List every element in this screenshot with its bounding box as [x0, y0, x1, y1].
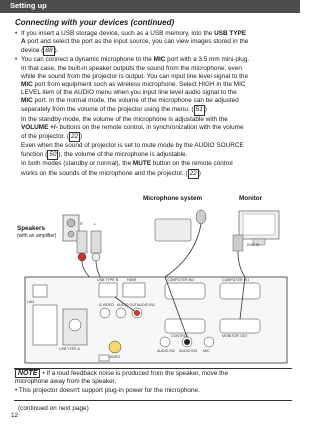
- monitor-label: Monitor: [239, 195, 263, 202]
- microphone-icon: [155, 210, 206, 277]
- bold-term: USB TYPE: [214, 30, 247, 37]
- rca-plug-icon: [77, 231, 101, 261]
- page-reference[interactable]: 88: [43, 46, 54, 56]
- page-reference[interactable]: 22: [69, 132, 80, 142]
- section-header-bar: [0, 0, 300, 13]
- page-number: 12: [11, 412, 19, 419]
- bold-term: MIC: [153, 56, 166, 64]
- monitor-out-label: MONITOR OUT: [222, 334, 248, 338]
- bold-term: MIC: [21, 97, 33, 105]
- r-label: R: [80, 222, 83, 226]
- bold-term: MIC: [21, 80, 33, 88]
- microphone-system-label: Microphone system: [143, 195, 203, 202]
- bullet-marker: •: [15, 56, 18, 64]
- body-line: while the sound from the projector is output. You can input line level signal to the: [21, 72, 249, 80]
- body-line: VOLUME +/- buttons on the remote control, in synchronization with the volume: [21, 123, 244, 131]
- section-header-label: Setting up: [10, 1, 47, 10]
- hdmi-label: HDMI: [127, 278, 137, 282]
- speakers-label: Speakers: [17, 225, 46, 232]
- body-line: Even when the sound of projector is set to mute mode by the AUDIO SOURCE: [21, 142, 244, 150]
- note-line-3: • This projector doesn't support plug-in power for the microphone.: [15, 386, 200, 394]
- audio-in3-label: AUDIO IN3: [179, 349, 197, 353]
- video-label: VIDEO: [109, 355, 121, 359]
- control-label: CONTROL: [171, 334, 189, 338]
- body-line: In the standby mode, the volume of the microphone is adjustable with the: [21, 115, 228, 123]
- bold-term: VOLUME +/-: [21, 123, 58, 131]
- body-line: separately from the volume of the projector using the menu. ( 51 ): [15, 105, 291, 115]
- bold-term: MUTE: [132, 160, 152, 168]
- audio-out-label: AUDIO OUT: [117, 303, 137, 307]
- note-line-1: • If a loud feedback noise is produced from the speaker, move the: [42, 370, 228, 377]
- audio-in1-label: AUDIO IN1: [137, 303, 155, 307]
- body-line: A port and select the port as the input source, you can view images stored in the: [21, 38, 249, 46]
- page-reference[interactable]: 51: [194, 105, 205, 115]
- body-text: [15, 30, 291, 179]
- bullet-marker: •: [15, 30, 18, 37]
- lan-port-label: LAN: [27, 300, 34, 304]
- body-line: MIC port from equipment such as wireless microphone. Select HIGH in the MIC: [21, 80, 246, 88]
- note-badge: NOTE: [15, 369, 40, 378]
- body-line: function ( 50 ), the volume of the microphone is adjustable.: [15, 150, 291, 160]
- speaker-icon: [63, 215, 79, 241]
- computer-in2-label: COMPUTER IN2: [167, 278, 195, 282]
- mic-port-label: MIC: [203, 349, 210, 353]
- rgb-in-label: RGB IN: [247, 243, 260, 247]
- body-line: of the projector. ( 22 ): [15, 132, 291, 142]
- usb-type-a-label: USB TYPE A: [59, 347, 80, 351]
- note-line-2: microphone away from the speaker.: [15, 378, 117, 386]
- body-line: works on the sounds of the microphone and the projector. ( 22 ): [15, 169, 291, 179]
- computer-in1-label: COMPUTER IN1: [222, 278, 250, 282]
- page-reference[interactable]: 22: [188, 169, 199, 179]
- body-line: In that case, the built-in speaker outputs the sound from the microphone, even: [21, 64, 242, 72]
- usb-type-b-label: USB TYPE B: [97, 278, 119, 282]
- bold-term: A: [21, 38, 26, 46]
- body-line: LEVEL item of the AUDIO menu when you input line level audio signal to the: [21, 89, 237, 97]
- page-title: Connecting with your devices (continued): [15, 18, 175, 27]
- connection-diagram-svg: [15, 197, 291, 365]
- body-line: MIC port. In the normal mode, the volume of the microphone can be adjusted: [21, 97, 239, 105]
- l-label: L: [94, 222, 96, 226]
- continued-note: (continued on next page): [18, 405, 89, 412]
- speakers-sublabel: (with an amplifier): [17, 233, 57, 239]
- body-line: • You can connect a dynamic microphone to the MIC port with a 3.5 mm mini-plug.: [15, 56, 250, 64]
- page-reference[interactable]: 50: [47, 150, 58, 160]
- s-video-label: S-VIDEO: [99, 303, 114, 307]
- body-line: • If you insert a USB storage device, such as a USB memory, into the USB TYPE: [15, 30, 247, 37]
- body-line: device ( 88 ).: [15, 46, 291, 56]
- note-text: [15, 370, 291, 395]
- audio-in2-label: AUDIO IN2: [157, 349, 175, 353]
- body-line: In both modes (standby or normal), the MUTE button on the remote control: [21, 160, 233, 168]
